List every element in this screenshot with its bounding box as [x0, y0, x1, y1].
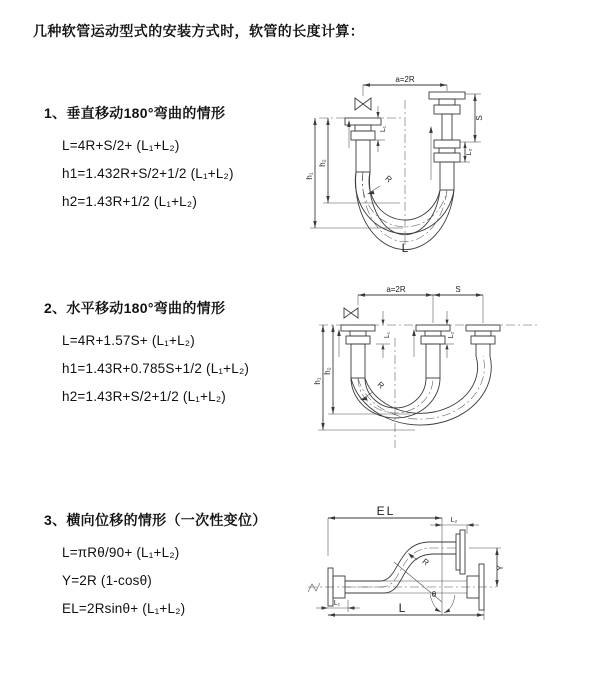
upper-flange [456, 530, 465, 574]
section-1-heading: 1、垂直移动180°弯曲的情形 [44, 105, 226, 121]
dim-label-l2: L₂ [466, 148, 473, 156]
dim-label-s: S [455, 285, 461, 294]
hose-arcs [351, 356, 491, 425]
dim-label-h2: h₂ [323, 367, 332, 375]
diagram-horizontal-180-bend [305, 283, 595, 455]
dim-a2r [358, 285, 483, 323]
dim-h2 [323, 325, 410, 414]
section-2-formulas [62, 327, 249, 411]
dim-label-a2r: a=2R [395, 75, 415, 84]
movement-arrows [337, 329, 416, 357]
diagram-vertical-180-bend [305, 70, 585, 255]
dim-a2r [363, 75, 447, 96]
formula-line: h1=1.43R+0.785S+1/2 (L₁+L₂) [62, 361, 250, 376]
formula-line: h2=1.43R+S/2+1/2 (L₁+L₂) [62, 389, 226, 404]
document-title: 几种软管运动型式的安装方式时，软管的长度计算： [33, 23, 365, 39]
dim-h1 [305, 118, 403, 228]
section-3 [44, 510, 267, 623]
dim-label-h1: h₁ [313, 377, 322, 385]
right-fitting [429, 92, 465, 190]
middle-fitting [416, 325, 450, 378]
formula-line: h1=1.432R+S/2+1/2 (L₁+L₂) [62, 166, 234, 181]
dim-label-h1: h₁ [305, 172, 314, 180]
dim-label-l1: L₁ [333, 600, 341, 607]
radius-callout [408, 553, 431, 567]
dim-l2 [430, 517, 479, 534]
s-curve-hose [345, 542, 458, 593]
formula-line: L=πRθ/90+ (L₁+L₂) [62, 545, 180, 560]
formula-line: L=4R+1.57S+ (L₁+L₂) [62, 333, 195, 348]
dim-label-r: R [375, 379, 386, 391]
dim-label-a2r: a=2R [386, 285, 406, 294]
movement-arrows [347, 120, 433, 180]
right-fitting [466, 325, 500, 356]
dim-l2 [441, 311, 455, 358]
centerline-break-mark [308, 583, 320, 592]
dim-l1 [316, 600, 360, 612]
dim-label-r: R [383, 173, 394, 185]
dim-l2 [457, 142, 473, 162]
dim-y [469, 548, 505, 587]
dim-label-l-total: L [401, 241, 409, 255]
formula-line: Y=2R (1-cosθ) [62, 573, 153, 588]
dim-label-r: R [420, 556, 431, 568]
hose-arcs [355, 172, 454, 250]
dim-label-y: Y [496, 565, 505, 571]
section-1 [44, 103, 234, 216]
formula-line: h2=1.43R+1/2 (L₁+L₂) [62, 194, 198, 209]
dim-label-theta: θ [431, 590, 437, 599]
radius-callout [367, 174, 394, 194]
dim-label-h2: h₂ [318, 159, 327, 167]
dim-label-l2: L₂ [448, 331, 455, 339]
dim-l1 [376, 311, 391, 358]
diagram-lateral-displacement [300, 500, 600, 650]
dim-label-l1: L₁ [384, 331, 391, 339]
valve-icon [344, 308, 358, 318]
section-2 [44, 298, 249, 411]
section-1-formulas [62, 132, 234, 216]
formula-line: EL=2Rsinθ+ (L₁+L₂) [62, 601, 186, 616]
dim-l [328, 592, 484, 620]
dim-label-l1: L₁ [380, 125, 387, 133]
dim-l1 [374, 106, 387, 152]
dim-label-l-total: L [398, 601, 406, 615]
section-2-heading: 2、水平移动180°弯曲的情形 [44, 300, 226, 316]
dim-label-l2: L₂ [450, 517, 458, 524]
dim-s [460, 94, 484, 142]
valve-icon [355, 98, 371, 110]
left-fitting [341, 325, 375, 378]
dim-label-el: EL [376, 504, 396, 518]
dim-label-s: S [475, 115, 484, 121]
section-3-formulas [62, 539, 267, 623]
section-3-heading: 3、横向位移的情形（一次性变位） [44, 512, 267, 528]
formula-line: L=4R+S/2+ (L₁+L₂) [62, 138, 180, 153]
